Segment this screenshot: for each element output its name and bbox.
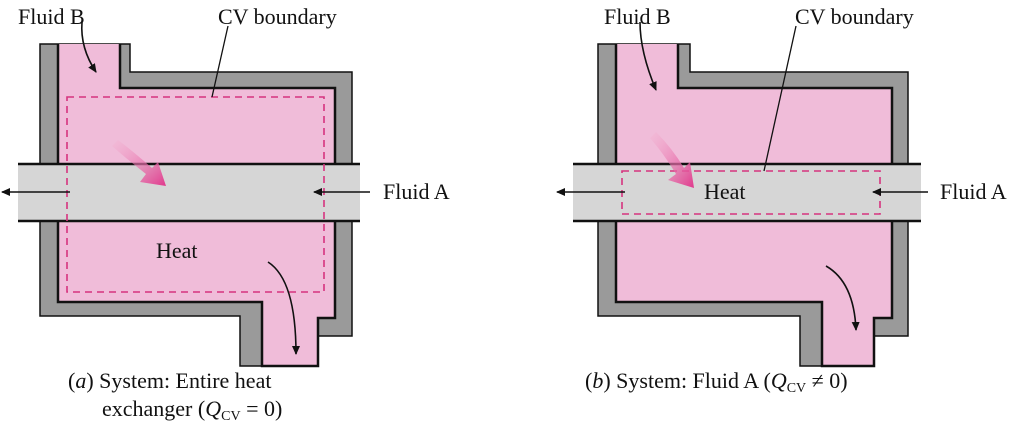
heat-label-a: Heat	[156, 238, 198, 263]
caption-a-line1: (a) System: Entire heat	[68, 368, 272, 393]
fluid-a-label-a: Fluid A	[383, 179, 450, 204]
cv-boundary-label-b: CV boundary	[795, 4, 914, 29]
caption-b: (b) System: Fluid A $(Q_{CV} \ne 0)$	[585, 368, 848, 396]
fluid-b-label-b: Fluid B	[604, 4, 671, 29]
cv-boundary-label-a: CV boundary	[218, 4, 337, 29]
panel-a	[2, 0, 450, 366]
heat-label-b: Heat	[704, 179, 746, 204]
fluid-a-label-b: Fluid A	[940, 179, 1007, 204]
caption-a	[68, 367, 282, 431]
caption-a-line2: exchanger $(Q_{CV} = 0)$	[102, 396, 283, 424]
fluid-b-label-a: Fluid B	[18, 4, 85, 29]
fluid-a-pipe-b	[573, 164, 921, 221]
panel-b	[557, 4, 1007, 366]
